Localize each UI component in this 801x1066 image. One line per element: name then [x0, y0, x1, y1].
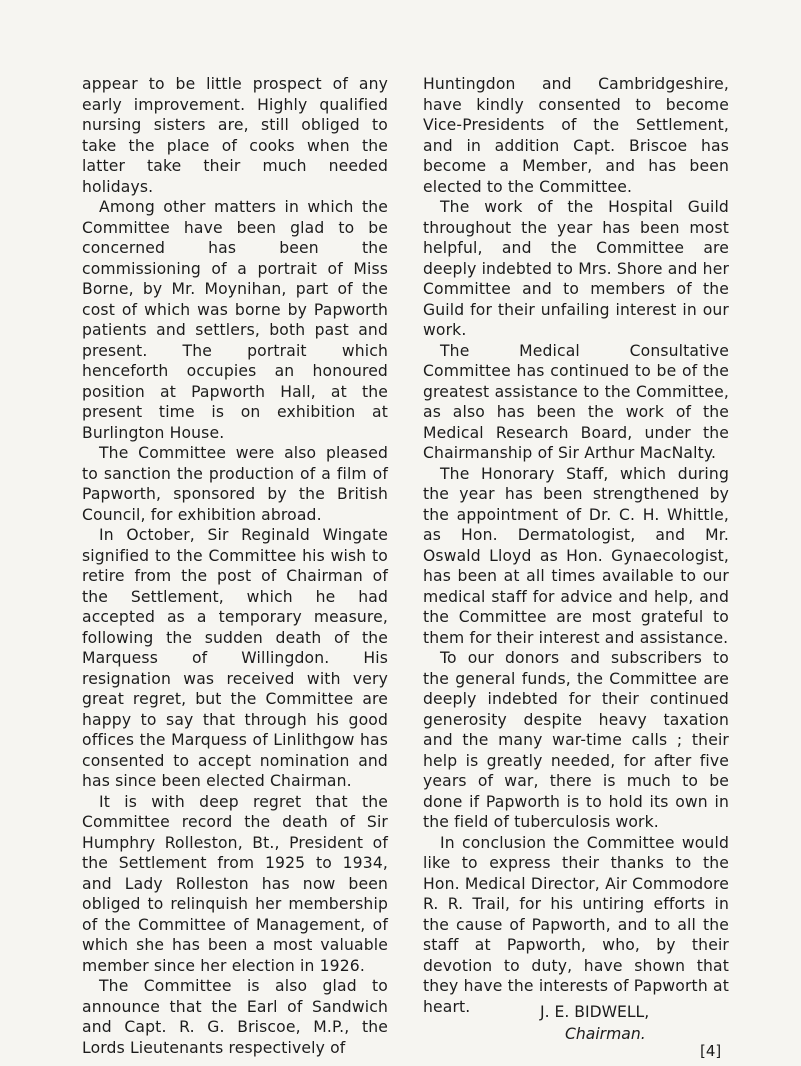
paragraph: The Committee is also glad to announce that the Earl of Sandwich and Capt. R. G. Briscoe, M.P., the Lords Lieutenants respectively of [82, 977, 388, 1057]
right-column [423, 74, 729, 1017]
paragraph: Among other matters in which the Committee have been glad to be concerned has been the commissioning of a portrait of Miss Borne, by Mr. Moynihan, part of the cost of which was borne by Papworth patients and settlers, both past and present. The portrait which henceforth occupies an honoured position at Papworth Hall, at the present time is on exhibition at Burlington House. [82, 198, 388, 442]
paragraph: It is with deep regret that the Committee record the death of Sir Humphry Rolleston, Bt., President of the Settlement from 1925 to 1934, and Lady Rolleston has now been obliged to relinquish her membership of the Committee of Management, of which she has been a most valuable member since her election in 1926. [82, 792, 388, 975]
signature-role: Chairman. [565, 1025, 646, 1043]
paragraph: In conclusion the Committee would like to express their thanks to the Hon. Medical Director, Air Commodore R. R. Trail, for his untiring efforts in the cause of Papworth, and to all the staff at Papworth, who, by their devotion to duty, have shown that they have the interests of Papworth at heart. [423, 833, 729, 1016]
paragraph: appear to be little prospect of any early improvement. Highly qualified nursing sisters are, still obliged to take the place of cooks when the latter take their much needed holidays. [82, 75, 388, 196]
page-number: [4] [700, 1042, 722, 1060]
left-column [82, 74, 388, 1058]
paragraph: The work of the Hospital Guild throughout the year has been most helpful, and the Committee are deeply indebted to Mrs. Shore and her Committee and to members of the Guild for their unfailing interest in our work. [423, 198, 729, 339]
paragraph: To our donors and subscribers to the general funds, the Committee are deeply indebted for their continued generosity despite heavy taxation and the many war-time calls ; their help is greatly needed, for after five years of war, there is much to be done if Papworth is to hold its own in the field of tuberculosis work. [423, 649, 729, 831]
paragraph: In October, Sir Reginald Wingate signified to the Committee his wish to retire from the post of Chairman of the Settlement, which he had accepted as a temporary measure, following the sudden death of the Marquess of Willingdon. His resignation was received with very great regret, but the Committee are happy to say that through his good offices the Marquess of Linlithgow has consented to accept nomination and has since been elected Chairman. [82, 526, 388, 790]
signature-name: J. E. BIDWELL, [540, 1003, 650, 1021]
paragraph: The Medical Consultative Committee has continued to be of the greatest assistance to the Committee, as also has been the work of the Medical Research Board, under the Chairmanship of Sir Arthur MacNalty. [423, 341, 729, 462]
paragraph: The Committee were also pleased to sanction the production of a film of Papworth, sponsored by the British Council, for exhibition abroad. [82, 444, 388, 524]
paragraph: Huntingdon and Cambridgeshire, have kindly consented to become Vice-Presidents of the Settlement, and in addition Capt. Briscoe has become a Member, and has been elected to the Committee. [423, 75, 729, 196]
paragraph: The Honorary Staff, which during the year has been strengthened by the appointment of Dr. C. H. Whittle, as Hon. Dermatologist, and Mr. Oswald Lloyd as Hon. Gynaecologist, has been at all times available to our medical staff for advice and help, and the Committee are most grateful to them for their interest and assistance. [423, 464, 729, 647]
